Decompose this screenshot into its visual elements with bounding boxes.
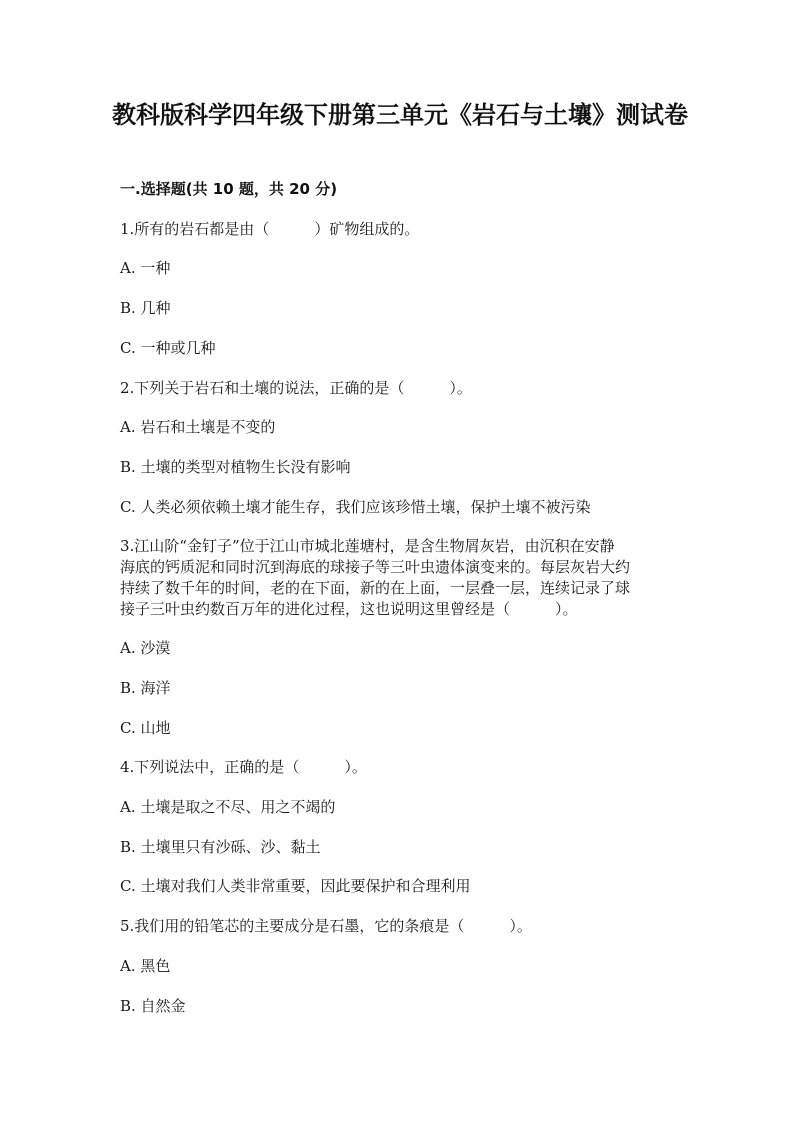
question-5-stem: 5.我们用的铅笔芯的主要成分是石墨，它的条痕是（ ）。 <box>120 917 532 935</box>
question-2-option-b: B. 土壤的类型对植物生长没有影响 <box>120 458 351 476</box>
question-3-stem-line: 持续了数千年的时间，老的在下面，新的在上面，一层叠一层，连续记录了球 <box>120 579 631 597</box>
question-3-stem-line: 海底的钙质泥和同时沉到海底的球接子等三叶虫遗体演变来的。每层灰岩大约 <box>120 558 631 576</box>
question-5-option-a: A. 黑色 <box>120 957 171 975</box>
question-3-stem <box>120 536 680 620</box>
question-4-option-a: A. 土壤是取之不尽、用之不竭的 <box>120 798 336 816</box>
question-2-stem: 2.下列关于岩石和土壤的说法，正确的是（ ）。 <box>120 379 472 397</box>
question-3-option-c: C. 山地 <box>120 719 171 737</box>
section-heading: 一.选择题(共 10 题，共 20 分) <box>120 180 338 198</box>
question-3-stem-line: 接子三叶虫约数百万年的进化过程，这也说明这里曾经是（ ）。 <box>120 600 578 618</box>
question-2-option-c: C. 人类必须依赖土壤才能生存，我们应该珍惜土壤，保护土壤不被污染 <box>120 498 591 516</box>
question-1-option-b: B. 几种 <box>120 299 171 317</box>
question-3-option-a: A. 沙漠 <box>120 639 171 657</box>
question-1-stem: 1.所有的岩石都是由（ ）矿物组成的。 <box>120 220 420 238</box>
question-3-stem-line: 3.江山阶“金钉子”位于江山市城北莲塘村，是含生物屑灰岩，由沉积在安静 <box>120 537 615 555</box>
question-4-stem: 4.下列说法中，正确的是（ ）。 <box>120 758 367 776</box>
question-1-option-c: C. 一种或几种 <box>120 339 216 357</box>
page-title: 教科版科学四年级下册第三单元《岩石与土壤》测试卷 <box>112 101 688 129</box>
question-2-option-a: A. 岩石和土壤是不变的 <box>120 418 276 436</box>
question-4-option-b: B. 土壤里只有沙砾、沙、黏土 <box>120 838 321 856</box>
question-4-option-c: C. 土壤对我们人类非常重要，因此要保护和合理利用 <box>120 877 471 895</box>
question-3-option-b: B. 海洋 <box>120 679 171 697</box>
question-5-option-b: B. 自然金 <box>120 997 186 1015</box>
question-1-option-a: A. 一种 <box>120 259 171 277</box>
